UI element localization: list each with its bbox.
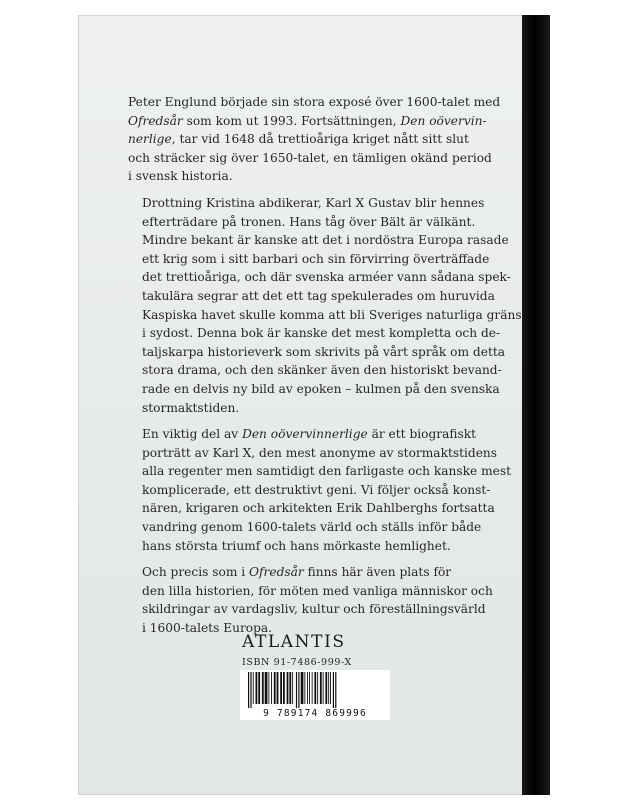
blurb-line: efterträdare på tronen. Hans tåg över Bält är välkänt. — [142, 214, 476, 229]
italic-title: Den oövervinnerlige — [242, 427, 368, 442]
blurb-line: hans största triumf och hans mörkaste hemlighet. — [142, 538, 451, 553]
barcode-bar — [296, 672, 297, 708]
italic-title: nerlige — [128, 132, 172, 147]
barcode-bar — [250, 672, 251, 708]
barcode-bar — [307, 672, 308, 704]
blurb-line: ett krig som i sitt barbari och sin förvirring överträffade — [142, 251, 490, 266]
blurb-line: Ofredsår som kom ut 1993. Fortsättningen, Den oövervin- — [128, 113, 487, 128]
italic-title: Den oövervin- — [400, 113, 487, 128]
barcode-bar — [333, 672, 334, 708]
publisher-block — [78, 15, 548, 795]
blurb-line: nären, krigaren och arkitekten Erik Dahlberghs fortsatta — [142, 501, 495, 516]
barcode-bar — [298, 672, 299, 708]
blurb-line: Kaspiska havet skulle komma att bli Sveriges naturliga gräns — [142, 307, 522, 322]
barcode-bar — [323, 672, 324, 704]
barcode-bar — [262, 672, 264, 704]
blurb-line: En viktig del av Den oövervinnerlige är ett biografiskt — [142, 427, 477, 442]
barcode-bar — [253, 672, 254, 704]
blurb-line: taljskarpa historieverk som skrivits på vårt språk om detta — [142, 344, 506, 359]
blurb-line: vandring genom 1600-talets värld och ställs inför både — [142, 520, 482, 535]
barcode-bar — [320, 672, 322, 704]
italic-title: Ofredsår — [128, 113, 183, 128]
barcode-bars — [240, 670, 390, 708]
barcode-bar — [277, 672, 279, 704]
blurb-line: rade en delvis ny bild av epoken – kulmen på den svenska — [142, 381, 500, 396]
barcode — [240, 670, 390, 720]
barcode-number: 9 789174 869996 — [263, 708, 367, 719]
barcode-bar — [335, 672, 336, 708]
barcode-bar — [258, 672, 260, 704]
barcode-bar — [309, 672, 310, 704]
blurb-line: nerlige, tar vid 1648 då trettioåriga kriget nått sitt slut — [128, 132, 469, 147]
blurb-line: den lilla historien, för möten med vanliga människor och — [142, 583, 493, 598]
blurb-line: alla regenter men samtidigt den farligaste och kanske mest — [142, 464, 512, 479]
blurb-line: skildringar av vardagsliv, kultur och föreställningsvärld — [142, 602, 486, 617]
barcode-bar — [283, 672, 285, 704]
isbn-text: ISBN 91-7486-999-X — [242, 657, 352, 668]
barcode-bar — [271, 672, 272, 704]
blurb-line: det trettioåriga, och där svenska arméer vann sådana spek- — [142, 270, 511, 285]
blurb-line: i svensk historia. — [128, 169, 233, 184]
barcode-bar — [330, 672, 331, 704]
barcode-bar — [292, 672, 293, 704]
blurb-line: porträtt av Karl X, den mest anonyme av stormaktstidens — [142, 445, 498, 460]
barcode-bar — [317, 672, 318, 704]
italic-title: Ofredsår — [249, 565, 304, 580]
barcode-bar — [248, 672, 249, 708]
barcode-bar — [304, 672, 305, 704]
barcode-bar — [287, 672, 289, 704]
barcode-bar — [314, 672, 316, 704]
barcode-bar — [274, 672, 276, 704]
barcode-bar — [265, 672, 268, 704]
barcode-bar — [268, 672, 269, 704]
barcode-bar — [256, 672, 258, 704]
blurb-line: Peter Englund började sin stora exposé över 1600-talet med — [128, 95, 501, 109]
barcode-bar — [289, 672, 291, 704]
blurb-line: stora drama, och den skänker även den historiskt bevand- — [142, 363, 502, 378]
blurb-line: stormaktstiden. — [142, 400, 240, 415]
barcode-bar — [280, 672, 282, 704]
barcode-bar — [301, 672, 304, 704]
barcode-bar — [328, 672, 329, 704]
blurb-line: Mindre bekant är kanske att det i nordöstra Europa rasade — [142, 233, 509, 248]
publisher-name: ATLANTIS — [242, 632, 346, 652]
blurb-line: och sträcker sig över 1650-talet, en tämligen okänd period — [128, 150, 492, 165]
blurb-line: takulära segrar att det ett tag spekulerades om huruvida — [142, 288, 495, 303]
barcode-bar — [312, 672, 313, 704]
blurb-line: i 1600-talets Europa. — [142, 621, 273, 636]
blurb-line: Drottning Kristina abdikerar, Karl X Gustav blir hennes — [142, 195, 485, 210]
blurb-line: i sydost. Denna bok är kanske det mest kompletta och de- — [142, 326, 501, 341]
barcode-bar — [325, 672, 327, 704]
blurb-line: Och precis som i Ofredsår finns här även plats för — [142, 565, 452, 580]
blurb-line: komplicerade, ett destruktivt geni. Vi följer också konst- — [142, 482, 491, 497]
